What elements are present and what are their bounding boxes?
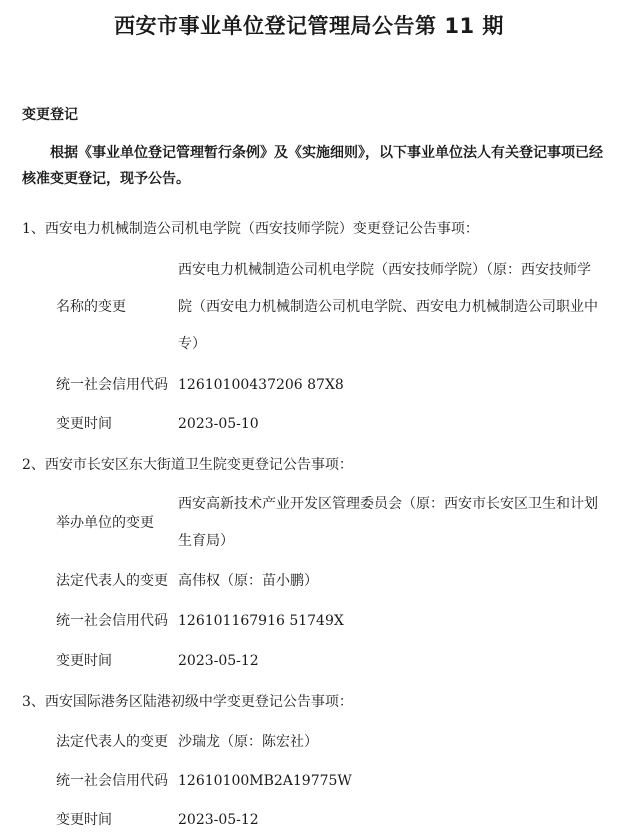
item-2-credit-code-label: 统一社会信用代码 — [56, 613, 168, 629]
item-1-credit-code-label: 统一社会信用代码 — [56, 377, 168, 393]
section-heading: 变更登记 — [22, 107, 78, 123]
item-3-credit-code-label: 统一社会信用代码 — [56, 773, 168, 789]
item-3-credit-code-value: 12610100MB2A19775W — [178, 773, 352, 789]
item-1-heading: 1、西安电力机械制造公司机电学院（西安技师学院）变更登记公告事项： — [22, 221, 479, 237]
item-1-name-change-label: 名称的变更 — [56, 299, 126, 315]
item-3-date-label: 变更时间 — [56, 812, 112, 828]
item-1-date-label: 变更时间 — [56, 416, 112, 432]
item-2-heading: 2、西安市长安区东大街道卫生院变更登记公告事项： — [22, 457, 353, 473]
item-3-legal-rep-value: 沙瑞龙（原：陈宏社） — [178, 734, 318, 750]
item-2-legal-rep-label: 法定代表人的变更 — [56, 573, 168, 589]
item-2-sponsor-change-value: 西安高新技术产业开发区管理委员会（原：西安市长安区卫生和计划生育局） — [178, 496, 598, 549]
item-3-date-value: 2023-05-12 — [178, 812, 259, 828]
item-2-legal-rep-value: 高伟权（原：苗小鹏） — [178, 573, 318, 589]
item-1-date-value: 2023-05-10 — [178, 416, 259, 432]
item-3-heading: 3、西安国际港务区陆港初级中学变更登记公告事项： — [22, 694, 353, 710]
item-2-sponsor-change-label: 举办单位的变更 — [56, 515, 154, 531]
item-2-date-label: 变更时间 — [56, 653, 112, 669]
page-title: 西安市事业单位登记管理局公告第 11 期 — [114, 14, 504, 38]
item-2-credit-code-value: 126101167916 51749X — [178, 613, 344, 629]
intro-paragraph: 根据《事业单位登记管理暂行条例》及《实施细则》，以下事业单位法人有关登记事项已经核准变更登记，现予公告。 — [22, 145, 603, 187]
item-1-name-change-value: 西安电力机械制造公司机电学院（西安技师学院）（原：西安技师学院（西安电力机械制造公司机电学院、西安电力机械制造公司职业中专） — [178, 262, 598, 352]
item-3-legal-rep-label: 法定代表人的变更 — [56, 734, 168, 750]
item-2-date-value: 2023-05-12 — [178, 653, 259, 669]
item-1-credit-code-value: 12610100437206 87X8 — [178, 377, 344, 393]
